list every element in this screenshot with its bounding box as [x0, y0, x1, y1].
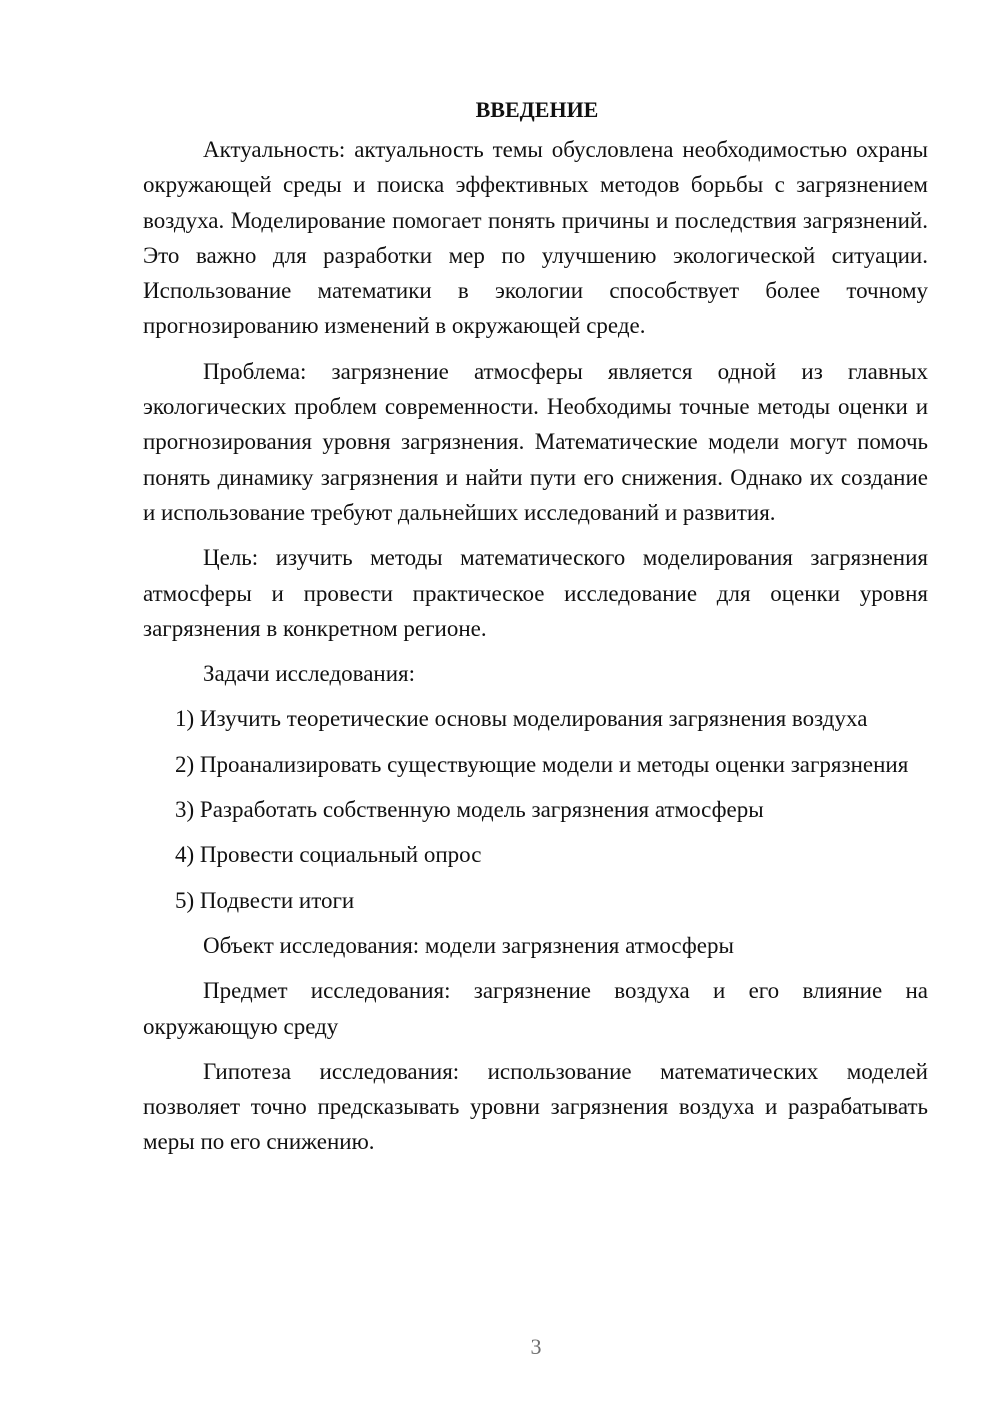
task-item-5: 5) Подвести итоги	[175, 887, 355, 913]
page-number: 3	[530, 1334, 542, 1359]
section-heading: ВВЕДЕНИЕ	[475, 97, 599, 122]
task-item-4: 4) Провести социальный опрос	[175, 842, 482, 868]
task-item-2: 2) Проанализировать существующие модели и методы оценки загрязнения	[175, 751, 909, 777]
task-item-3: 3) Разработать собственную модель загрязнения атмосферы	[175, 797, 764, 823]
object-paragraph: Объект исследования: модели загрязнения атмосферы	[203, 932, 734, 958]
task-item-1: 1) Изучить теоретические основы моделирования загрязнения воздуха	[175, 706, 868, 732]
goal-paragraph: Цель: изучить методы математического моделирования загрязнения атмосферы и провести практическое исследование для оценки уровня загрязнения в конкретном регионе.	[143, 545, 928, 641]
problem-paragraph: Проблема: загрязнение атмосферы является одной из главных экологических проблем современности. Необходимы точные методы оценки и прогнозирования уровня загрязнения. Математические модели могут помочь понять динамику загрязнения и найти пути его снижения. Однако их создание и использование требуют дальнейших исследований и развития.	[143, 358, 928, 525]
page-content	[143, 92, 928, 1170]
subject-paragraph: Предмет исследования: загрязнение воздуха и его влияние на окружающую среду	[143, 978, 928, 1039]
tasks-title: Задачи исследования:	[203, 661, 416, 687]
hypothesis-paragraph: Гипотеза исследования: использование математических моделей позволяет точно предсказывать уровни загрязнения воздуха и разрабатывать меры по его снижению.	[143, 1058, 928, 1155]
relevance-paragraph: Актуальность: актуальность темы обусловлена необходимостью охраны окружающей среды и поиска эффективных методов борьбы с загрязнением воздуха. Моделирование помогает понять причины и последствия загрязнений. Это важно для разработки мер по улучшению экологической ситуации. Использование математики в экологии способствует более точному прогнозированию изменений в окружающей среде.	[143, 137, 928, 339]
